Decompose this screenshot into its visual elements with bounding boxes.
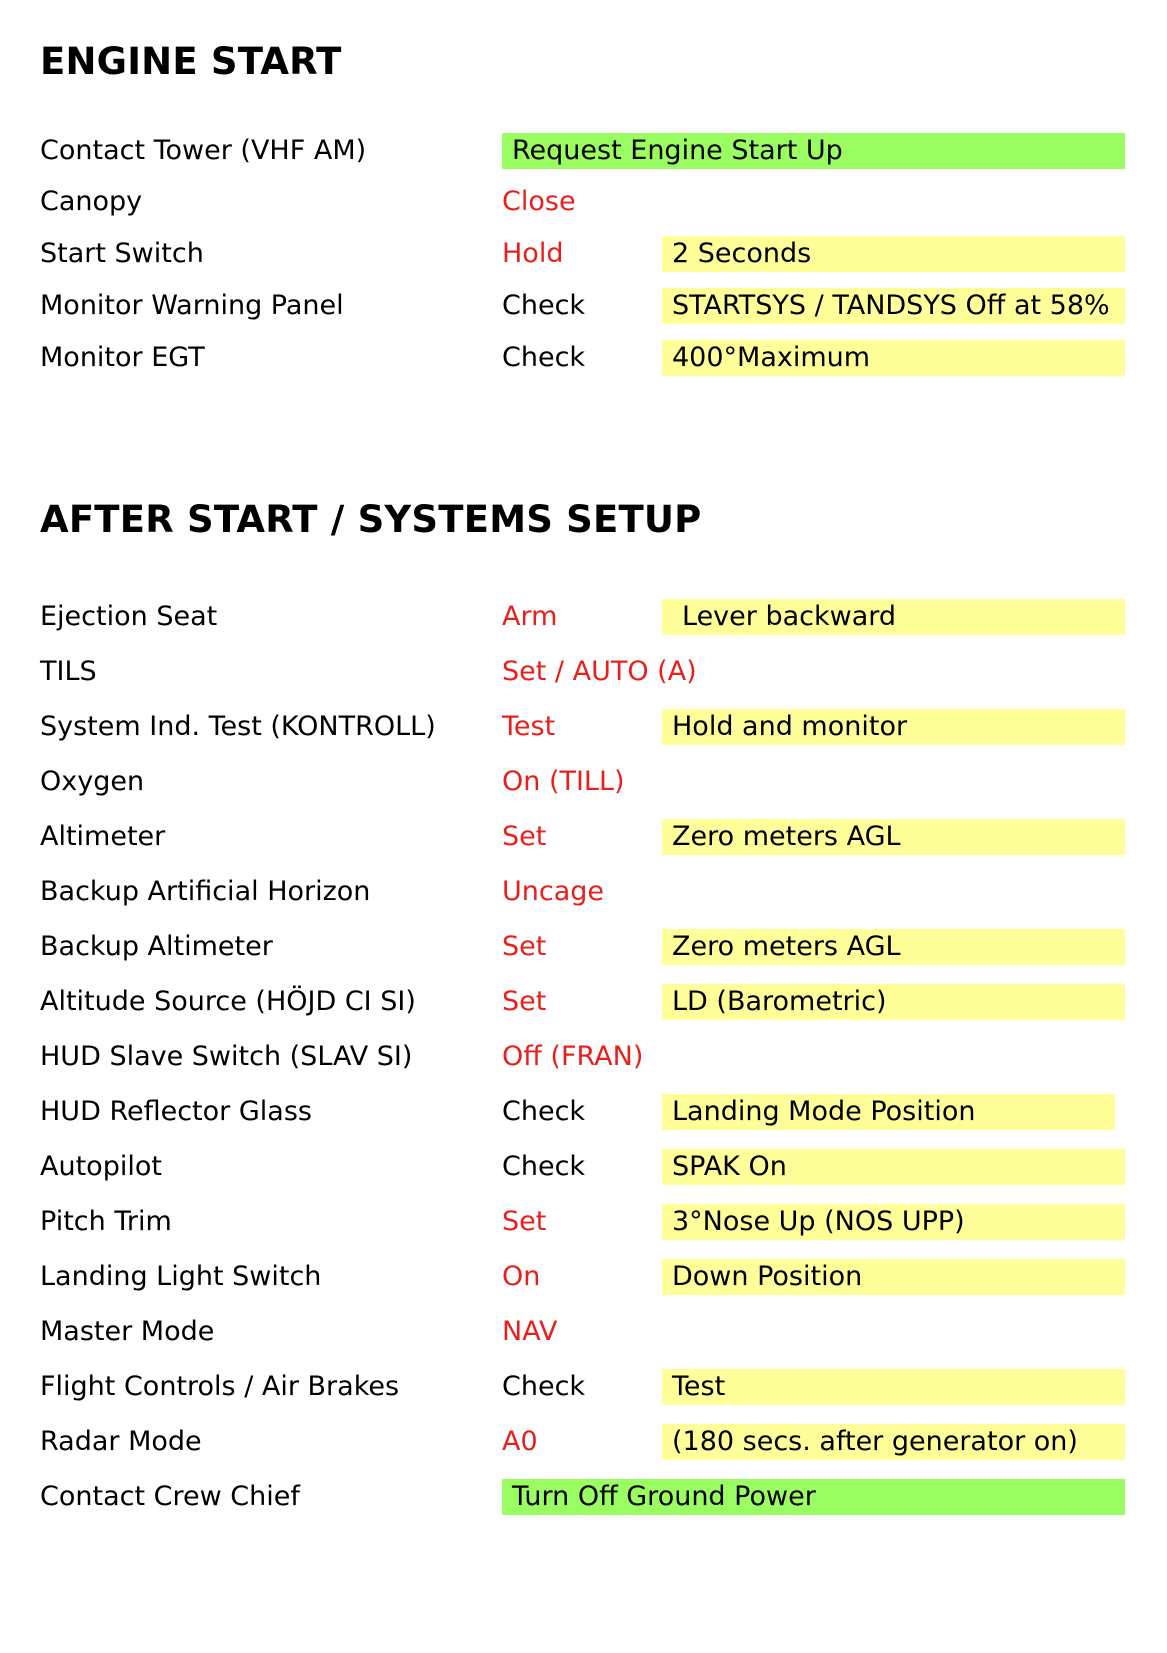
checklist-row-tils (0, 654, 1167, 690)
item-label: Monitor EGT (40, 342, 205, 373)
item-label: Autopilot (40, 1151, 162, 1182)
item-action: Set (502, 931, 547, 962)
checklist-row-altimeter (0, 819, 1167, 855)
item-note: (180 secs. after generator on) (662, 1424, 1125, 1460)
item-label: Altitude Source (HÖJD CI SI) (40, 986, 416, 1017)
checklist-row-autopilot (0, 1149, 1167, 1185)
checklist-row-monitor-warning-panel (0, 288, 1167, 324)
item-action: On (502, 1261, 541, 1292)
checklist-row-start-switch (0, 236, 1167, 272)
checklist-row-backup-altimeter (0, 929, 1167, 965)
item-note: Lever backward (662, 599, 1125, 635)
checklist-row-monitor-egt (0, 340, 1167, 376)
checklist-row-system-ind-test (0, 709, 1167, 745)
checklist-row-ejection-seat (0, 599, 1167, 635)
item-action: On (TILL) (502, 766, 625, 797)
checklist-row-hud-reflector-glass (0, 1094, 1167, 1130)
item-action: Set / AUTO (A) (502, 656, 697, 687)
item-note: STARTSYS / TANDSYS Off at 58% (662, 288, 1125, 324)
checklist-row-pitch-trim (0, 1204, 1167, 1240)
item-label: Canopy (40, 186, 143, 217)
item-label: TILS (40, 656, 97, 687)
item-label: Altimeter (40, 821, 166, 852)
green-highlight-instruction: Request Engine Start Up (502, 133, 1125, 169)
item-action: Hold (502, 238, 564, 269)
item-action: NAV (502, 1316, 558, 1347)
engine-start-title: ENGINE START (40, 40, 342, 83)
item-label: Landing Light Switch (40, 1261, 322, 1292)
item-label: System Ind. Test (KONTROLL) (40, 711, 436, 742)
checklist-row-flight-controls (0, 1369, 1167, 1405)
item-note: Hold and monitor (662, 709, 1125, 745)
checklist-row-contact-crew-chief (0, 1479, 1167, 1515)
item-label: HUD Slave Switch (SLAV SI) (40, 1041, 413, 1072)
checklist-row-radar-mode (0, 1424, 1167, 1460)
item-label: Master Mode (40, 1316, 215, 1347)
item-action: Check (502, 290, 586, 321)
item-action: Check (502, 1096, 586, 1127)
item-note: LD (Barometric) (662, 984, 1125, 1020)
item-action: Test (502, 711, 556, 742)
item-note: 2 Seconds (662, 236, 1125, 272)
item-action: Check (502, 1151, 586, 1182)
item-label: Contact Crew Chief (40, 1481, 300, 1512)
checklist-row-contact-tower (0, 133, 1167, 169)
item-label: Pitch Trim (40, 1206, 172, 1237)
item-note: Zero meters AGL (662, 819, 1125, 855)
item-label: Contact Tower (VHF AM) (40, 135, 367, 166)
item-action: Check (502, 1371, 586, 1402)
item-action: Set (502, 1206, 547, 1237)
checklist-row-altitude-source (0, 984, 1167, 1020)
item-action: A0 (502, 1426, 538, 1457)
item-label: Backup Artificial Horizon (40, 876, 371, 907)
checklist-row-oxygen (0, 764, 1167, 800)
item-note: 400°Maximum (662, 340, 1125, 376)
item-note: SPAK On (662, 1149, 1125, 1185)
item-label: HUD Reflector Glass (40, 1096, 312, 1127)
item-action: Close (502, 186, 576, 217)
after-start-title: AFTER START / SYSTEMS SETUP (40, 498, 702, 541)
item-action: Check (502, 342, 586, 373)
item-note: Landing Mode Position (662, 1094, 1115, 1130)
item-action: Arm (502, 601, 558, 632)
item-label: Ejection Seat (40, 601, 218, 632)
item-action: Set (502, 986, 547, 1017)
item-label: Monitor Warning Panel (40, 290, 344, 321)
item-label: Start Switch (40, 238, 204, 269)
item-note: Test (662, 1369, 1125, 1405)
checklist-row-hud-slave-switch (0, 1039, 1167, 1075)
item-note: Zero meters AGL (662, 929, 1125, 965)
checklist-row-backup-artificial-horizon (0, 874, 1167, 910)
green-highlight-instruction: Turn Off Ground Power (502, 1479, 1125, 1515)
item-action: Set (502, 821, 547, 852)
item-action: Off (FRAN) (502, 1041, 644, 1072)
checklist-row-landing-light-switch (0, 1259, 1167, 1295)
checklist-row-canopy (0, 184, 1167, 220)
item-label: Oxygen (40, 766, 145, 797)
item-label: Radar Mode (40, 1426, 202, 1457)
item-note: 3°Nose Up (NOS UPP) (662, 1204, 1125, 1240)
item-action: Uncage (502, 876, 605, 907)
item-label: Flight Controls / Air Brakes (40, 1371, 400, 1402)
checklist-row-master-mode (0, 1314, 1167, 1350)
item-label: Backup Altimeter (40, 931, 273, 962)
item-note: Down Position (662, 1259, 1125, 1295)
